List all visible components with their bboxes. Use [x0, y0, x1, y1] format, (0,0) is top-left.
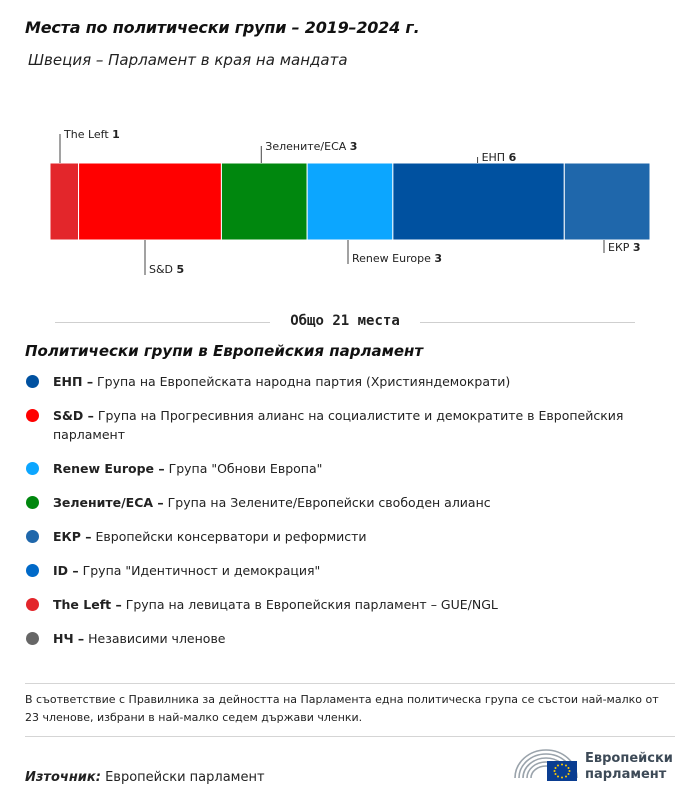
- source-line: [25, 770, 265, 785]
- segment-label-s-d: S&D 5: [149, 263, 185, 276]
- legend-description: Група "Обнови Европа": [164, 461, 323, 476]
- legend-description: Група на левицата в Европейския парламент – GUE/NGL: [121, 597, 498, 612]
- total-seats-divider: [55, 312, 635, 332]
- european-parliament-logo[interactable]: [513, 744, 683, 786]
- legend-abbr: ЕНП –: [53, 374, 94, 389]
- source-label: Източник:: [25, 770, 101, 785]
- legend-abbr: The Left –: [53, 597, 122, 612]
- legend-item: [25, 561, 645, 580]
- legend-abbr: НЧ –: [53, 631, 85, 646]
- legend-abbr: Renew Europe –: [53, 461, 165, 476]
- note-divider-bottom: [25, 736, 675, 737]
- legend-dot-icon: [26, 496, 39, 509]
- segment-label-енп: ЕНП 6: [481, 151, 517, 164]
- bar-segment-s-d: [79, 163, 222, 240]
- legend-item: [25, 406, 645, 444]
- bar-segment-екр: [564, 163, 650, 240]
- parliament-emblem-icon: [513, 744, 579, 784]
- bar-segment-зелените-еса: [221, 163, 307, 240]
- stacked-seat-bar-chart: [0, 110, 700, 290]
- legend-abbr: ID –: [53, 563, 79, 578]
- legend-item: [25, 372, 645, 391]
- source-value: Европейски парламент: [100, 770, 265, 785]
- legend-description: Група на Европейската народна партия (Християндемократи): [93, 374, 511, 389]
- legend-item: [25, 595, 645, 614]
- legend-description: Група на Зелените/Европейски свободен алианс: [163, 495, 491, 510]
- legend-description: Независими членове: [84, 631, 226, 646]
- segment-label-renew-europe: Renew Europe 3: [352, 252, 442, 265]
- legend-dot-icon: [26, 564, 39, 577]
- bar-segment-енп: [393, 163, 564, 240]
- footnote: В съответствие с Правилника за дейността на Парламента една политическа група се състои най-малко от 23 членове, избрани в най-малко седем държави членки.: [25, 693, 659, 724]
- legend-abbr: ЕКР –: [53, 529, 92, 544]
- legend-dot-icon: [26, 462, 39, 475]
- note-divider-top: [25, 683, 675, 684]
- logo-wordmark: Европейски парламент: [585, 751, 673, 782]
- segment-label-екр: ЕКР 3: [608, 241, 641, 254]
- legend-description: Група "Идентичност и демокрация": [78, 563, 321, 578]
- legend-abbr: S&D –: [53, 408, 94, 423]
- chart-subtitle: Швеция – Парламент в края на мандата: [28, 51, 348, 69]
- legend-description: Група на Прогресивния алианс на социалистите и демократите в Европейския парламент: [53, 408, 624, 442]
- legend-dot-icon: [26, 409, 39, 422]
- legend-dot-icon: [26, 375, 39, 388]
- legend-item: [25, 493, 645, 512]
- legend-dot-icon: [26, 530, 39, 543]
- bar-segment-the-left: [50, 163, 79, 240]
- chart-title: Места по политически групи – 2019–2024 г.: [25, 18, 420, 37]
- legend-description: Европейски консерватори и реформисти: [91, 529, 367, 544]
- legend-dot-icon: [26, 632, 39, 645]
- legend-dot-icon: [26, 598, 39, 611]
- legend-item: [25, 527, 645, 546]
- segment-label-зелените-еса: Зелените/ЕСА 3: [265, 140, 358, 153]
- legend-abbr: Зелените/ЕСА –: [53, 495, 164, 510]
- legend-title: Политически групи в Европейския парламент: [25, 342, 424, 360]
- legend-item: [25, 459, 645, 478]
- bar-segment-renew-europe: [307, 163, 393, 240]
- legend-item: [25, 629, 645, 648]
- segment-label-the-left: The Left 1: [64, 128, 120, 141]
- total-seats-label: Общо 21 места: [290, 313, 400, 329]
